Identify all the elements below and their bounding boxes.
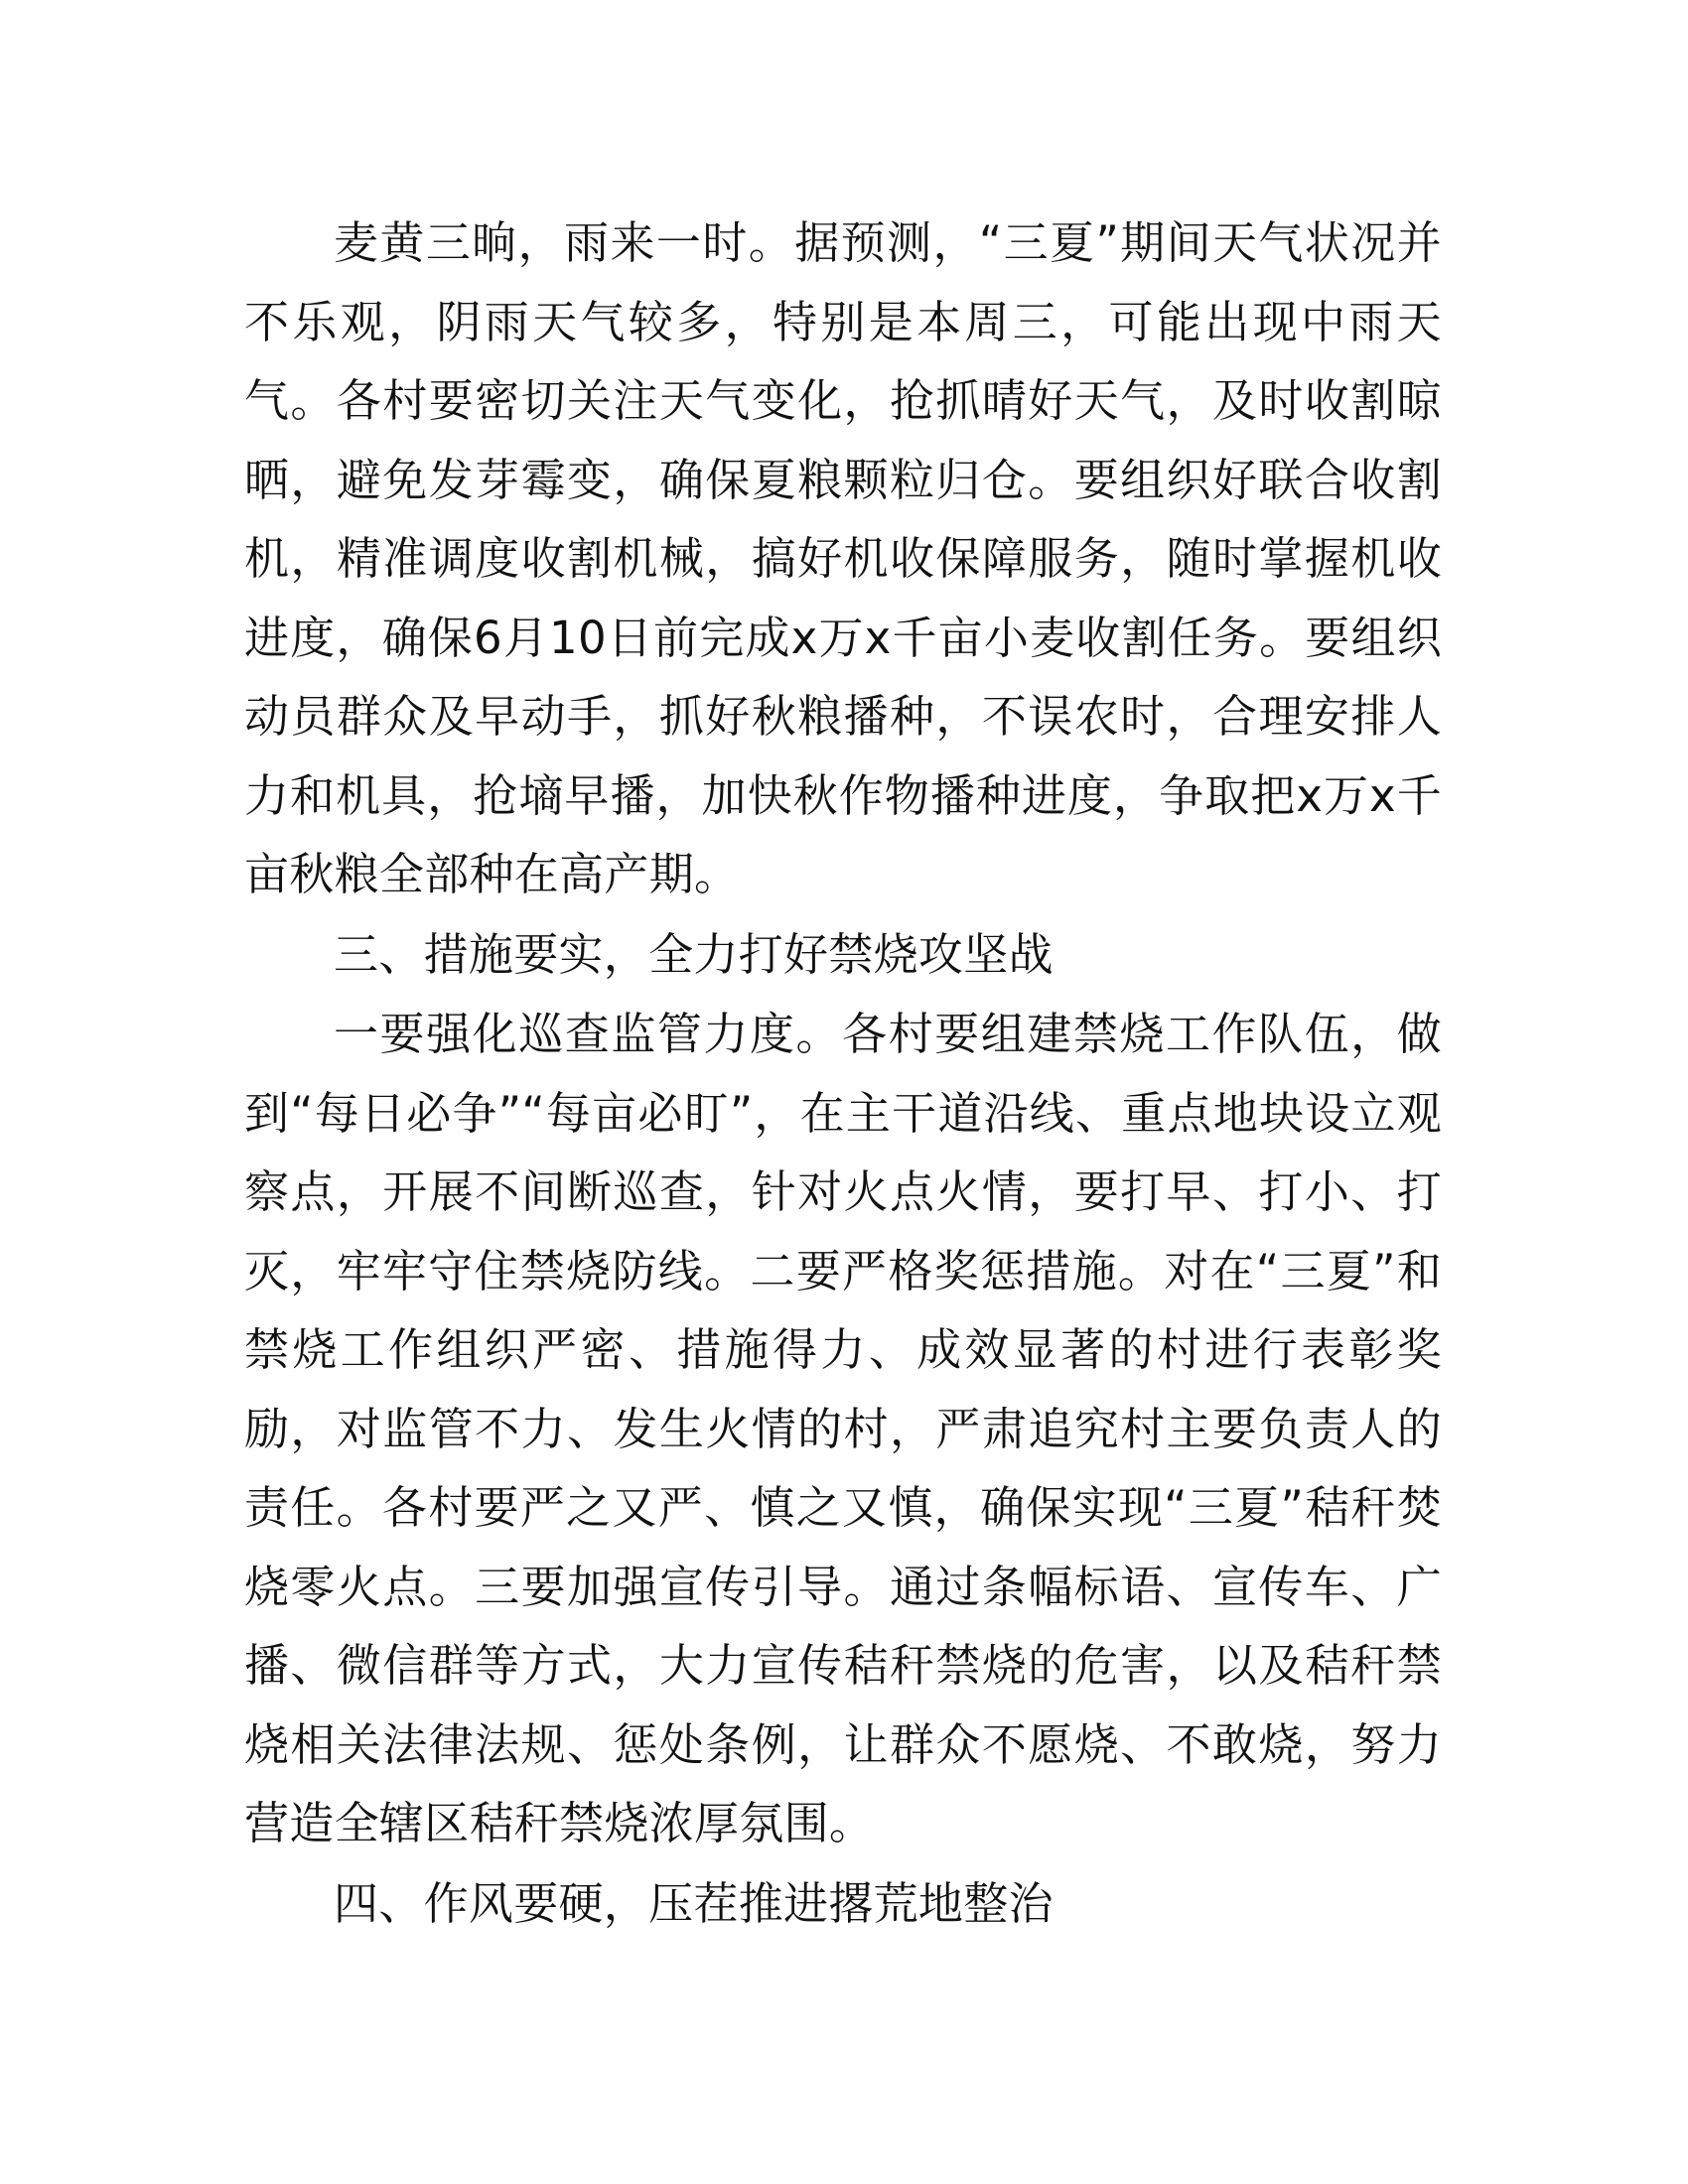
section-heading-3: 三、措施要实，全力打好禁烧攻坚战 bbox=[334, 927, 1054, 981]
paragraph-harvest-weather: 麦黄三晌，雨来一时。据预测，“三夏”期间天气状况并不乐观，阴雨天气较多，特别是本周三，可能出现中雨天气。各村要密切关注天气变化，抢抓晴好天气，及时收割晾晒，避免发芽霉变，确保夏粮颗粒归仓。要组织好联合收割机，精准调度收割机械，搞好机收保障服务，随时掌握机收进度，确保6月10日前完成x万x千亩小麦收割任务。要组织动员群众及早动手，抓好秋粮播种，不误农时，合理安排人力和机具，抢墒早播，加快秋作物播种进度，争取把x万x千亩秋粮全部种在高产期。 bbox=[244, 216, 1442, 900]
section-heading-4: 四、作风要硬，压茬推进撂荒地整治 bbox=[334, 1876, 1054, 1930]
document-page bbox=[244, 204, 1442, 1943]
paragraph-burning-ban: 一要强化巡查监管力度。各村要组建禁烧工作队伍，做到“每日必争”“每亩必盯”，在主干道沿线、重点地块设立观察点，开展不间断巡查，针对火点火情，要打早、打小、打灭，牢牢守住禁烧防线。二要严格奖惩措施。对在“三夏”和禁烧工作组织严密、措施得力、成效显著的村进行表彰奖励，对监管不力、发生火情的村，严肃追究村主要负责人的责任。各村要严之又严、慎之又慎，确保实现“三夏”秸秆焚烧零火点。三要加强宣传引导。通过条幅标语、宣传车、广播、微信群等方式，大力宣传秸秆禁烧的危害，以及秸秆禁烧相关法律法规、惩处条例，让群众不愿烧、不敢烧，努力营造全辖区秸秆禁烧浓厚氛围。 bbox=[244, 1008, 1442, 1849]
